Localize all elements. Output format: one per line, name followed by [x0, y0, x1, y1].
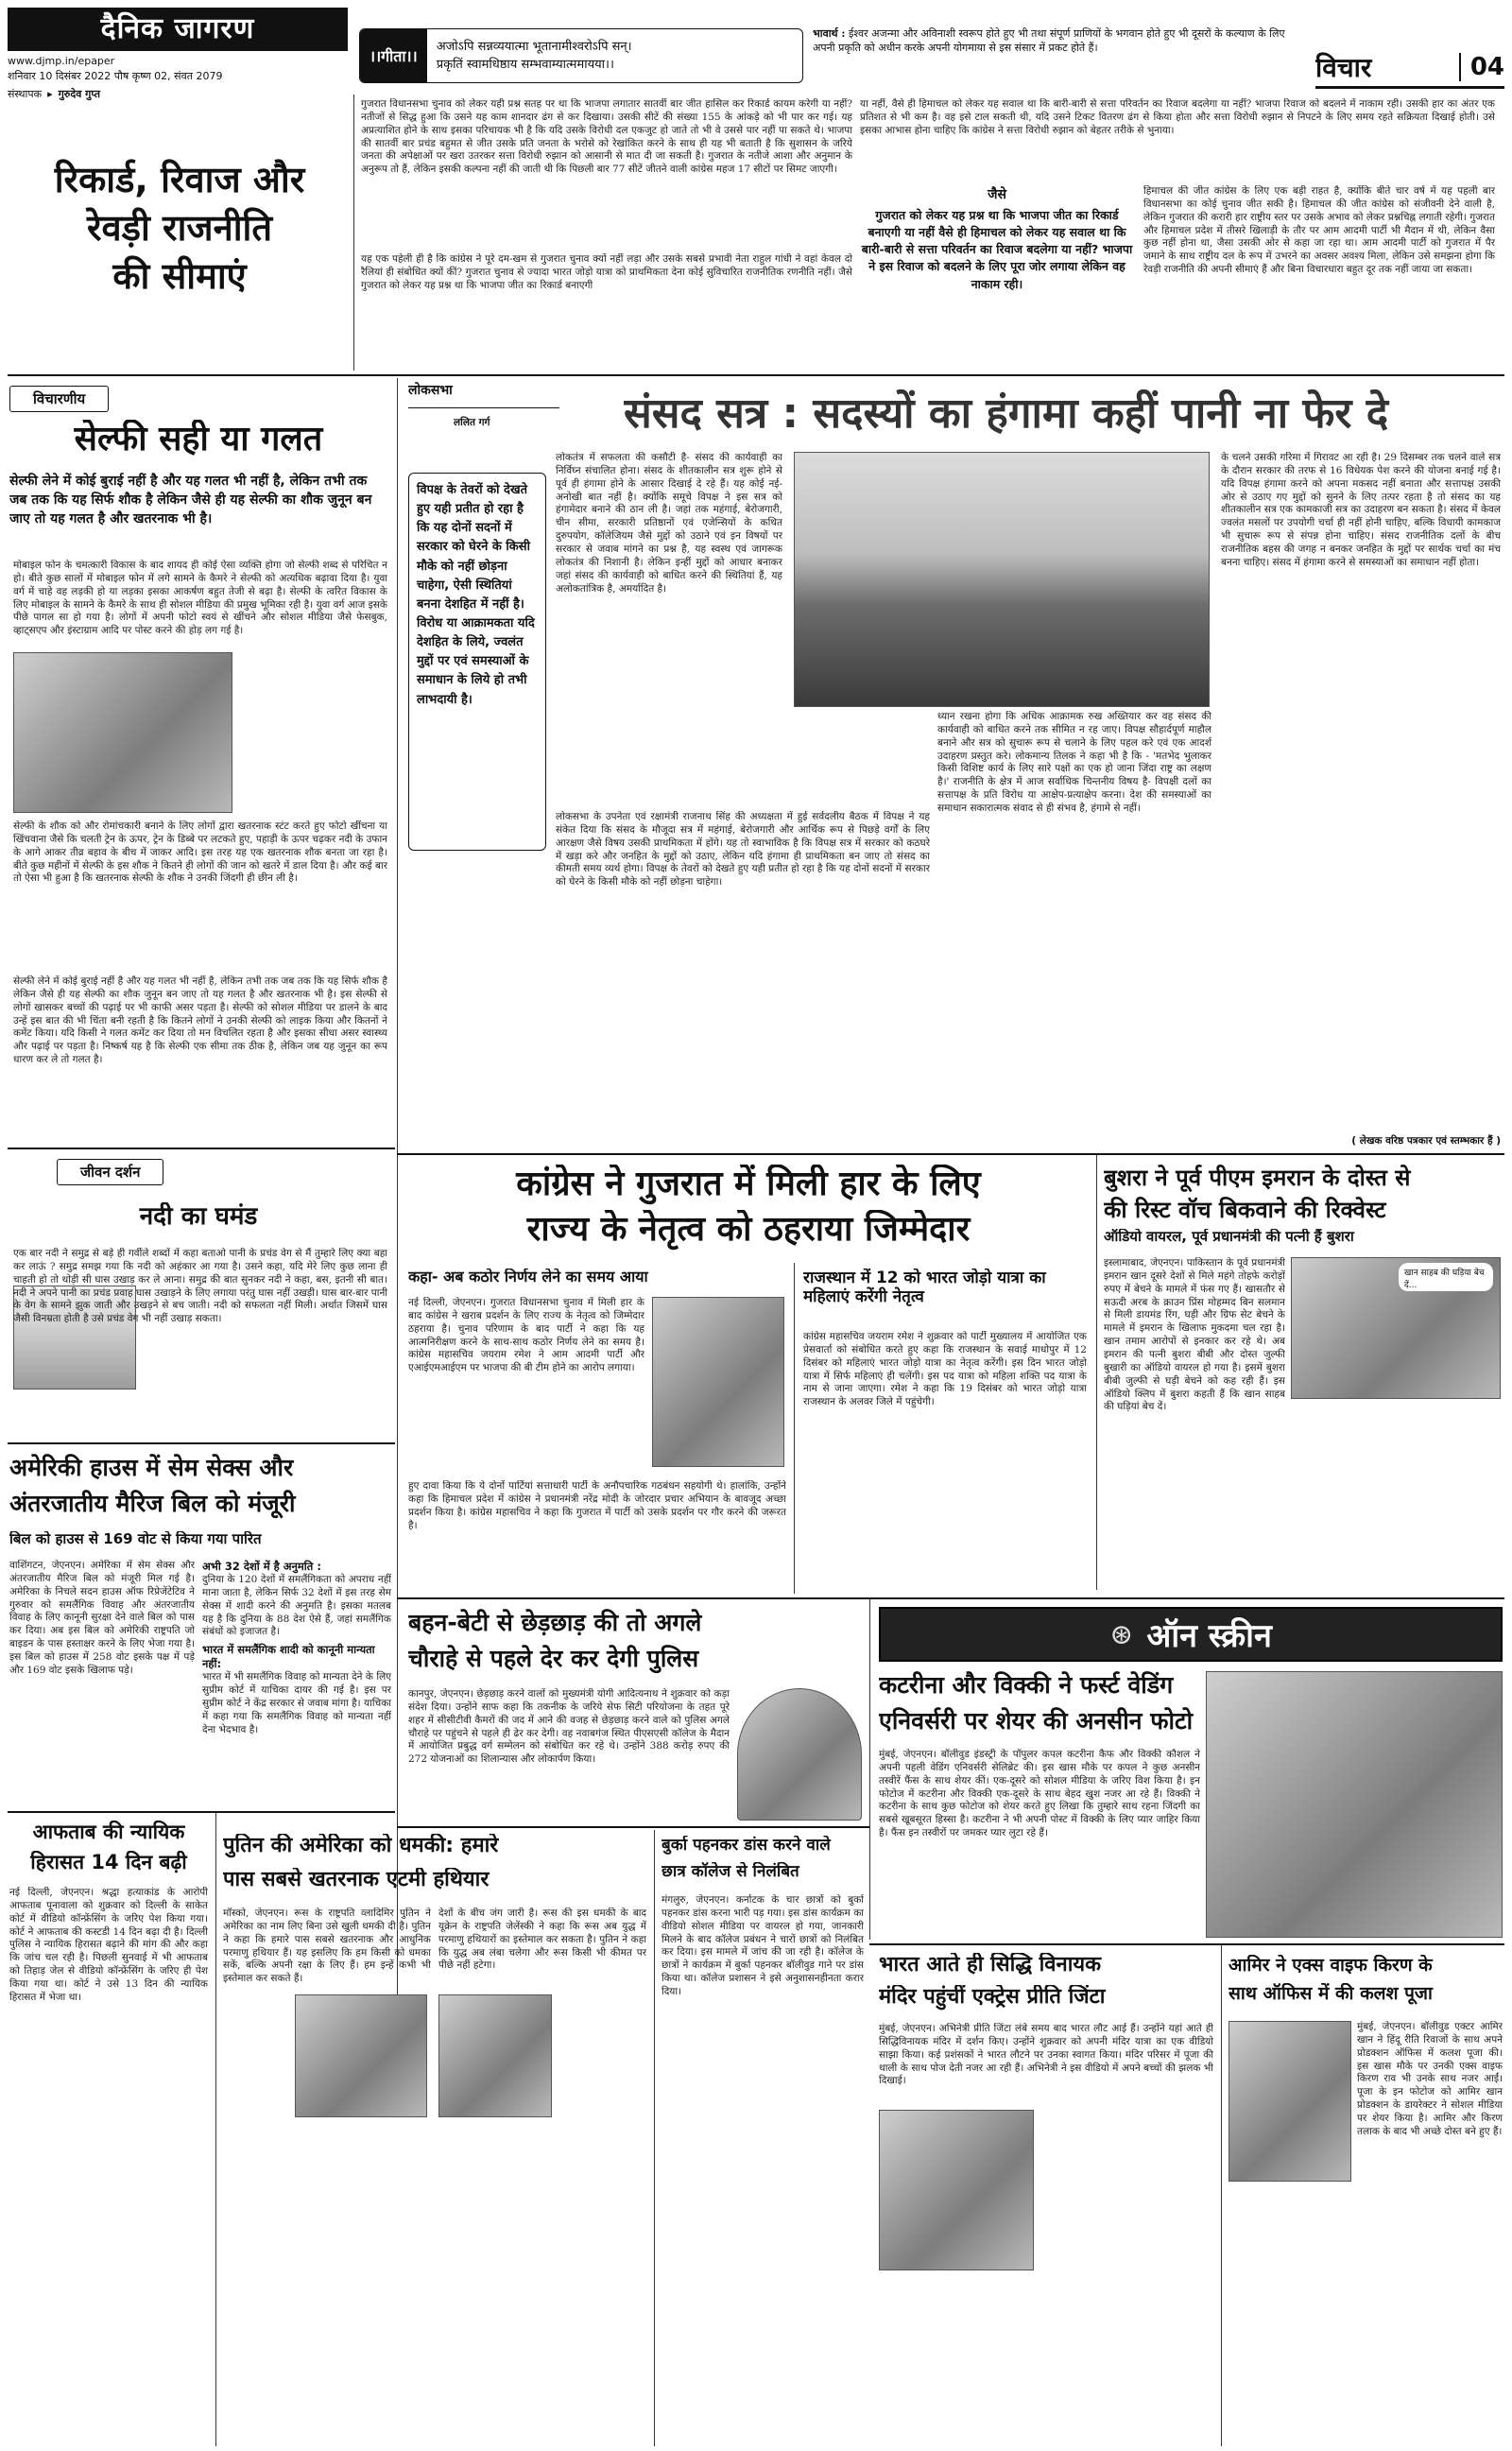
selfie-body-2: सेल्फी के शौक को और रोमांचकारी बनाने के लिए लोगों द्वारा खतरनाक स्टंट करते हुए फोटो खींचना या खिंचवाना जैसे कि चलती ट्रेन के ऊपर, ट्रेन के डिब्बे पर लटकते हुए, पहाड़ी के ऊपर चढ़कर नदी के उफान के आगे आकर तीव्र बहाव के बीच में जाकर आदि। इस तरह यह एक खतरनाक शौक बनता जा रहा है। बीते कुछ महीनों में सेल्फी के इस शौक ने कितने ही लोगों की जान को खतरे में डाल दिया है। और कई बार तो ऐसा भी हुआ है कि खतरनाक सेल्फी के शौक ने उनकी जिंदगी ही छीन ली है।	[13, 820, 387, 885]
loksabha-kicker-label: लोकसभा	[408, 383, 453, 398]
loksabha-col-1: लोकतंत्र में सफलता की कसौटी है- संसद की कार्यवाही का निर्विघ्न संचालित होना। संसद के शीतकालीन सत्र शुरू होने से पूर्व ही हंगामा होने के आसार दिखाई दे रहे हैं। यह कोई नई-अनोखी बात नहीं है। क्योंकि समूचे विपक्ष ने इस सत्र को हंगामेदार बनाने की ठान ली है। जहां तक महंगाई, बेरोजगारी, चीन सीमा, सरकारी प्रतिष्ठानों एवं एजेन्सियों के कथित दुरुपयोग, कॉलेजियम जैसे मुद्दों को उठाने एवं इन विषयों पर सरकार से जवाब मांगने का प्रश्न है, यह स्वस्थ एवं जागरूक लोकतंत्र की निशानी है। लेकिन इन्हीं मुद्दों को आधार बनाकर जहां संसद की कार्यवाही को बाधित करने की स्थितियां हैं, यह अलोकतांत्रिक है, अमर्यादित है।	[556, 452, 782, 595]
arrow-icon: ▸	[47, 88, 53, 100]
bushra-title-2: की रिस्ट वॉच बिकवाने की रिक्वेस्ट	[1104, 1197, 1386, 1223]
america-title-1: अमेरिकी हाउस में सेम सेक्स और	[9, 1454, 294, 1481]
shloka-line-1: अजोऽपि सन्नव्ययात्मा भूतानामीश्वरोऽपि सन्।	[436, 39, 632, 54]
loksabha-col-4: के चलने उसकी गरिमा में गिरावट आ रही है। 29 दिसम्बर तक चलने वाले सत्र के दौरान सरकार की तरफ से 16 विधेयक पेश करने की योजना बनाई गई है। यदि विपक्ष हंगामा करने को अपना मकसद नहीं बनाता और सत्तापक्ष उसकी ओर से उठाए गए मुद्दों को सुनने के लिए तत्पर रहता है तो संसद का यह शीतकालीन सत्र एक कामकाजी सत्र का उदाहरण बन सकता है। संसद में केवल ज्वलंत मसलों पर उपयोगी चर्चा ही नहीं होनी चाहिए, बल्कि विधायी कामकाज भी सुचारू रूप से संपन्न होना चाहिए। संसद राजनीतिक दलों के बीच राजनीतिक बहस की जगह न बनकर जनहित के मुद्दों पर सार्थक चर्चा का मंच बनना चाहिए। संसद में हंगामा करने से समस्याओं का समाधान नहीं होता।	[1221, 452, 1501, 568]
editorial-title	[9, 159, 350, 348]
editorial-body-4: हिमाचल की जीत कांग्रेस के लिए एक बड़ी राहत है, क्योंकि बीते चार वर्ष में यह पहली बार विधानसभा का कोई चुनाव जीत सकी है। हिमाचल की जीत कांग्रेस को संजीवनी देने वाली है, लेकिन गुजरात की करारी हार राष्ट्रीय स्तर पर उसके अभाव को लेकर प्रश्नचिह्न लगाती रहेगी। गुजरात और हिमाचल प्रदेश में तीसरे खिलाड़ी के तौर पर आम आदमी पार्टी भी मैदान में थी, लेकिन वैसा कुछ नहीं होना था, जैसा उसकी ओर से कहा जा रहा था। आम आदमी पार्टी को गुजरात में पैर जमाने के साथ राष्ट्रीय दल के रूप में उभरने का अवसर अवश्य मिला, लेकिन उसे समझना होगा कि रेवड़ी राजनीति की अपनी सीमाएं हैं और बिना विचारधारा बहुत दूर तक नहीं जाया जा सकता।	[1143, 185, 1495, 276]
editorial-title-line-3: की सीमाएं	[112, 254, 247, 297]
selfie-title: सेल्फी सही या गलत	[74, 420, 323, 458]
preity-title-2: मंदिर पहुंचीं एक्ट्रेस प्रीति जिंटा	[879, 1985, 1106, 2009]
rajasthan-body: कांग्रेस महासचिव जयराम रमेश ने शुक्रवार को पार्टी मुख्यालय में आयोजित एक प्रेसवार्ता को संबोधित करते हुए कहा कि राजस्थान के सवाई माधोपुर में 12 दिसंबर को महिलाएं भारत जोड़ो यात्रा का नेतृत्व करेंगी। इस दिन भारत जोड़ो यात्रा में सिर्फ महिलाएं ही चलेंगी। इस पद यात्रा को महिला शक्ति पद यात्रा के नाम से जाना जाएगा। रमेश ने कहा कि 19 दिसंबर को भारत जोड़ो यात्रा राजस्थान के अलवर जिले में पहुंचेगी।	[803, 1331, 1087, 1408]
aftab-title-2: हिरासत 14 दिन बढ़ी	[30, 1851, 187, 1873]
editorial-body-3: या नहीं, वैसे ही हिमाचल को लेकर यह सवाल था कि बारी-बारी से सत्ता परिवर्तन का रिवाज बदलेगा या नहीं? भाजपा रिवाज को बदलने में नाकाम रही। उसकी हार का अंतर एक प्रतिशत से भी कम है। वह इसे टाल सकती थी, यदि उसने टिकट वितरण ढंग से किया होता और सत्ता विरोधी रुझान से निपटने के लिए समय रहते सक्रियता दिखाई होती। उसे इसका आभास होना चाहिए कि कांग्रेस ने सत्ता विरोधी रुझान को बेहतर तरीके से भुनाया।	[860, 98, 1495, 136]
preity-photo	[879, 2110, 1034, 2270]
selfie-body-3: सेल्फी लेने में कोई बुराई नहीं है और यह गलत भी नहीं है, लेकिन तभी तक जब तक कि यह सिर्फ शौक है लेकिन जैसे ही यह सेल्फी का शौक जुनून बन जाए तो यह गलत है और खतरनाक भी है। इस सेल्फी से लोगों खासकर बच्चों की पढ़ाई पर भी काफी असर पड़ता है। सेल्फी को सोशल मीडिया पर डालने के बाद उन्हें इस बात की भी चिंता बनी रहती है कि कितने लोगों ने उनकी सेल्फी को लाइक किया और कितनों ने कमेंट किया। यदि किसी ने गलत कमेंट कर दिया तो मन विचलित रहता है और इसका सीधा असर स्वास्थ्य और पढ़ाई पर पड़ता है। निष्कर्ष यह है कि सेल्फी एक सीमा तक ठीक है, लेकिन जब यह जुनून का रूप धारण कर ले तो गलत है।	[13, 975, 387, 1066]
loksabha-author: ललित गर्ग	[454, 417, 490, 428]
selfie-deck: सेल्फी लेने में कोई बुराई नहीं है और यह गलत भी नहीं है, लेकिन तभी तक जब तक कि यह सिर्फ शौक है लेकिन जैसे ही यह सेल्फी का शौक जुनून बन जाए तो यह गलत है और खतरनाक भी है।	[9, 474, 372, 526]
masthead-box	[8, 8, 348, 149]
congress-subhead: कहा- अब कठोर निर्णय लेने का समय आया	[408, 1269, 648, 1286]
founder-name: गुरुदेव गुप्त	[58, 88, 101, 100]
putin-photo	[295, 1994, 427, 2117]
america-subtitle: बिल को हाउस से 169 वोट से किया गया पारित	[9, 1531, 262, 1547]
onscreen-title-1: कटरीना और विक्की ने फर्स्ट वेडिंग	[879, 1671, 1174, 1699]
congress-title-1: कांग्रेस ने गुजरात में मिली हार के लिए	[516, 1165, 981, 1203]
putin-title-1: पुतिन की अमेरिका को धमकी: हमारे	[223, 1834, 499, 1857]
jeevan-title: नदी का घमंड	[139, 1202, 258, 1231]
bhavarth-label: भावार्थ :	[813, 27, 846, 40]
loksabha-pullquote: विपक्ष के तेवरों को देखते हुए यही प्रतीत हो रहा है कि यह दोनों सदनों में सरकार को घेरने के किसी मौके को नहीं छोड़ना चाहेगा, ऐसी स्थितियां बनना देशहित में नहीं है। विरोध या आक्रामकता यदि देशहित के लिये, ज्वलंत मुद्दों पर एवं समस्याओं के समाधान के लिये हो तभी लाभदायी है।	[408, 473, 546, 851]
america-side-head: अभी 32 देशों में है अनुमति :	[202, 1560, 321, 1573]
onscreen-body: मुंबई, जेएनएन। बॉलीवुड इंडस्ट्री के पॉपुलर कपल कटरीना कैफ और विक्की कौशल ने अपनी पहली वेडिंग एनिवर्सरी सेलिब्रेट की। इस खास मौके पर कपल ने कुछ अनसीन तस्वीरें फैंस के साथ शेयर कीं। एक-दूसरे को सोशल मीडिया के जरिए विश किया है। इन फोटोज में कटरीना और विक्की एक-दूसरे के साथ बेहद खुश नजर आ रहे हैं। विक्की ने कटरीना के साथ कुछ फोटोज को शेयर करते हुए लिखा कि तुम्हारे साथ रहना जिंदगी का सबसे खूबसूरत हिस्सा है। कटरीना ने भी अपनी पोस्ट में विक्की के लिए प्यार जाहिर किया है। फैंस इन तस्वीरों पर जमकर प्यार लुटा रहे हैं।	[879, 1749, 1200, 1839]
parliament-photo	[794, 452, 1210, 707]
america-title-2: अंतरजातीय मैरिज बिल को मंजूरी	[9, 1490, 296, 1517]
loksabha-kicker	[408, 380, 559, 408]
film-reel-icon: ⊛	[1109, 1617, 1134, 1651]
loksabha-col-3: ध्यान रखना होगा कि अधिक आक्रामक रुख अख्तियार कर वह संसद की कार्यवाही को बाधित करने तक सीमित न रह जाए। विपक्ष सौहार्दपूर्ण माहौल बनाने और सत्र को सुचारू रूप से चलाने के लिए पहल करे एवं एक आदर्श उदाहरण प्रस्तुत करे। लोकमान्य तिलक ने कहा भी है कि - 'मतभेद भुलाकर किसी विशिष्ट कार्य के लिए सारे पक्षों का एक हो जाना जिंदा राष्ट्र का लक्षण है।' राजनीति के क्षेत्र में आज सर्वाधिक चिन्तनीय विषय है- विपक्षी दलों का सत्तापक्ष के प्रति विरोध या आक्षेप-प्रत्याक्षेप करना। देश की समस्याओं का समाधान सकारात्मक संवाद से ही संभव है, हंगामे से नहीं।	[937, 711, 1211, 815]
aamir-title-1: आमिर ने एक्स वाइफ किरण के	[1228, 1955, 1433, 1976]
founder-label: संस्थापक	[8, 88, 43, 100]
selfie-body-1: मोबाइल फोन के चमत्कारी विकास के बाद शायद ही कोई ऐसा व्यक्ति होगा जो सेल्फी शब्द से परिचित न हो। बीते कुछ सालों में मोबाइल फोन में लगे सामने के कैमरे ने सेल्फी को अत्यधिक बढ़ावा दिया है। युवा वर्ग में चाहे वह लड़की हो या लड़का इसका आकर्षण बहुत तेजी से बढ़ा है। सेल्फी के त्वरित विकास के लिए मोबाइल के सामने के कैमरे के साथ ही सोशल मीडिया की प्रमुख भूमिका रही है। युवा वर्ग आज इसके पीछे पागल सा हो गया है। लोगों में अपनी फोटो स्वयं से खींचने और सोशल मीडिया जैसे फेसबुक, व्हाट्सएप और इंस्टाग्राम आदि पर पोस्ट करने की होड़ लग गई है।	[13, 560, 387, 637]
america-side-head-2: भारत में समलैंगिक शादी को कानूनी मान्यता नहीं:	[202, 1643, 375, 1671]
epaper-url[interactable]: www.djmp.in/epaper	[8, 55, 115, 67]
biden-photo	[438, 1994, 552, 2117]
selfie-kicker	[9, 386, 198, 414]
behan-body: कानपुर, जेएनएन। छेड़छाड़ करने वालों को मुख्यमंत्री योगी आदित्यनाथ ने शुक्रवार को कड़ा संदेश दिया। उन्होंने साफ कहा कि तकनीक के जरिये सेफ सिटी परियोजना के तहत पूरे शहर में सीसीटीवी कैमरों की जद में आने की वजह से छेड़छाड़ करने वाले को पुलिस अगले चौराहे पर पहुंचने से पहले ही ढेर कर देगी। वह नवाबगंज स्थित पीएसएसी कॉलेज के मैदान में आयोजित प्रबुद्ध वर्ग सम्मेलन को संबोधित कर रहे थे। उन्होंने 388 करोड़ रुपए की 272 योजनाओं का शिलान्यास और लोकार्पण किया।	[408, 1688, 730, 1766]
selfie-body-1b	[238, 652, 387, 813]
preity-body: मुंबई, जेएनएन। अभिनेत्री प्रीति जिंटा लंबे समय बाद भारत लौट आई हैं। उन्होंने यहां आते ही सिद्धिविनायक मंदिर में दर्शन किए। उन्होंने शुक्रवार को अपनी मंदिर यात्रा का एक वीडियो साझा किया। कई प्रशंसकों ने भारत लौटने पर उनका स्वागत किया। मंदिर परिसर में पूजा की थाली के साथ पोज देती नजर आ रही हैं। अभिनेत्री ने इस वीडियो में अपने बच्चों की झलक भी दिखाई।	[879, 2023, 1213, 2087]
jairam-ramesh-photo	[652, 1297, 784, 1467]
pullquote-text: गुजरात को लेकर यह प्रश्न था कि भाजपा जीत का रिकार्ड बनाएगी या नहीं वैसे ही हिमाचल को लेकर यह सवाल था कि बारी-बारी से सत्ता परिवर्तन का रिवाज बदलेगा या नहीं? भाजपा ने इस रिवाज को बदलने के लिए पूरा जोर लगाया लेकिन वह नाकाम रही।	[861, 208, 1133, 291]
america-side	[202, 1560, 391, 1804]
selfie-kicker-label: विचारणीय	[9, 386, 109, 412]
loksabha-col-2: लोकसभा के उपनेता एवं रक्षामंत्री राजनाथ सिंह की अध्यक्षता में हुई सर्वदलीय बैठक में विपक्ष ने यह संकेत दिया कि संसद के मौजूदा सत्र में महंगाई, बेरोजगारी और आर्थिक रूप से पिछड़े वर्गों के लिए आरक्षण जैसे विषय उसकी प्राथमिकता में होंगे। यह तो स्वाभाविक है कि विपक्ष सत्र में सरकार को कठघरे में खड़ा करे और जनहित के मुद्दों को उठाए, लेकिन यदि हंगामा ही प्राथमिकता बन जाए तो संसद का कीमती समय व्यर्थ होगा। विपक्ष के तेवरों को देखते हुए यही प्रतीत हो रहा है कि यह दोनों सदनों में सरकार को घेरने के किसी मौके को नहीं छोड़ना चाहेगा।	[556, 811, 930, 889]
loksabha-title: संसद सत्र : सदस्यों का हंगामा कहीं पानी ना फेर दे	[624, 389, 1389, 438]
bushra-title-1: बुशरा ने पूर्व पीएम इमरान के दोस्त से	[1104, 1165, 1411, 1191]
jeevan-kicker	[57, 1159, 246, 1187]
page-number: 04	[1459, 53, 1504, 81]
jeevan-body: एक बार नदी ने समुद्र से बड़े ही गर्वीले शब्दों में कहा बताओ पानी के प्रचंड वेग से मैं तुम्हारे लिए क्या बहा कर लाऊं ? समुद्र समझ गया कि नदी को अहंकार आ गया है। उसने कहा, यदि मेरे लिए कुछ लाना ही चाहती हो तो थोड़ी सी घास उखाड़ कर ले आना। समुद्र की बात सुनकर नदी ने कहा, बस, इतनी सी बात। नदी ने अपने पानी का प्रचंड प्रवाह घास उखाड़ने के लिए लगाया परंतु घास नहीं उखड़ी। घास बार-बार पानी के वेग के सामने झुक जाती और उखड़ने से बच जाती। नदी को सफलता नहीं मिली। अर्थात जिसमें घास जैसी विनम्रता होती है उसे प्रचंड वेग भी नहीं उखाड़ सकता।	[13, 1248, 387, 1325]
shloka-line-2: प्रकृतिं स्वामधिष्ठाय सम्भवाम्यात्ममायया।।	[436, 58, 614, 72]
preity-title-1: भारत आते ही सिद्धि विनायक	[879, 1953, 1102, 1976]
gita-box	[359, 28, 803, 83]
america-body-1: वाशिंगटन, जेएनएन। अमेरिका में सेम सेक्स और अंतरजातीय मैरिज बिल को मंजूरी मिल गई है। अमेरिका के निचले सदन हाउस ऑफ रिप्रेजेंटेटिव ने गुरुवार को समलैंगिक विवाह और अंतरजातीय विवाह के लिए कानूनी सुरक्षा देने वाले बिल को पास कर दिया। अब इस बिल को अमेरिकी राष्ट्रपति जो बाइडन के पास हस्ताक्षर करने के लिए भेजा गया है। इस बिल को हाउस में 258 वोट इसके पक्ष में पड़े और 169 वोट इसके खिलाफ पड़े।	[9, 1560, 195, 1676]
aftab-body: नई दिल्ली, जेएनएन। श्रद्धा हत्याकांड के आरोपी आफताब पूनावाला को शुक्रवार को दिल्ली के साकेत कोर्ट में वीडियो कॉन्फ्रेंसिंग के जरिए पेश किया गया। कोर्ट ने आफताब की कस्टडी 14 दिन बढ़ा दी है। दिल्ली पुलिस ने न्यायिक हिरासत बढ़ाने की मांग की और कहा कि जांच चल रही है। पिछली सुनवाई में भी आफताब को तिहाड़ जेल से वीडियो कॉन्फ्रेंसिंग के जरिए ही पेश किया गया था। कोर्ट ने उसे 13 दिन की न्यायिक हिरासत में भेजा था।	[9, 1887, 208, 2003]
aamir-title-2: साथ ऑफिस में की कलश पूजा	[1228, 1983, 1433, 2004]
gita-label: ।।गीता।।	[360, 29, 427, 82]
aftab-title-1: आफताब की न्यायिक	[32, 1821, 185, 1843]
editorial-body-2: यह एक पहेली ही है कि कांग्रेस ने पूरे दम-खम से गुजरात चुनाव क्यों नहीं लड़ा और उसके सबसे प्रभावी नेता राहुल गांधी ने वहां केवल दो रैलियां ही संबोधित क्यों कीं? गुजरात चुनाव से ज्यादा भारत जोड़ो यात्रा को प्राथमिकता देना कोई सुविचारित राजनीतिक रणनीति नहीं। जैसे गुजरात को लेकर यह प्रश्न था कि भाजपा जीत का रिकार्ड बनाएगी	[361, 253, 852, 291]
putin-body-1: मॉस्को, जेएनएन। रूस के राष्ट्रपति व्लादिमिर पुतिन ने अमेरिका का नाम लिए बिना उसे खुली धमकी दी है। पुतिन ने कहा कि हमारे पास सबसे खतरनाक और आधुनिक परमाणु हथियार हैं। यह इसलिए कि हम किसी को धमका सकें, बल्कि अपनी रक्षा के लिए हैं। हम इन्हें कभी भी इस्तेमाल कर सकते हैं।	[223, 1907, 431, 1985]
congress-body-2: हुए दावा किया कि ये दोनों पार्टियां सत्ताधारी पार्टी के अनौपचारिक गठबंधन सहयोगी थे। हालांकि, उन्होंने कहा कि हिमाचल प्रदेश में कांग्रेस ने प्रधानमंत्री नरेंद्र मोदी के जोरदार प्रचार अभियान के बावजूद अच्छा प्रदर्शन किया है। कांग्रेस महासचिव ने कहा कि गुजरात में पार्टी को उसके प्रदर्शन पर गौर करने की जरूरत है।	[408, 1480, 786, 1531]
date-line: शनिवार 10 दिसंबर 2022 पौष कृष्ण 02, संवत 2079	[8, 70, 223, 82]
aamir-photo	[1228, 2021, 1351, 2182]
editorial-pullquote	[860, 185, 1134, 369]
behan-title-2: चौराहे से पहले देर कर देगी पुलिस	[408, 1645, 699, 1672]
rajasthan-head: राजस्थान में 12 को भारत जोड़ो यात्रा का महिलाएं करेंगी नेतृत्व	[803, 1269, 1046, 1307]
behan-title-1: बहन-बेटी से छेड़छाड़ की तो अगले	[408, 1609, 702, 1636]
section-name: विचार	[1315, 51, 1372, 83]
aamir-body: मुंबई, जेएनएन। बॉलीवुड एक्टर आमिर खान ने हिंदू रीति रिवाजों के साथ अपने प्रोडक्शन ऑफिस में कलश पूजा की। इस खास मौके पर उनकी एक्स वाइफ किरण राव भी उनके साथ नजर आईं। पूजा के इन फोटोज को आमिर खान प्रोडक्शन के डायरेक्टर ने सोशल मीडिया पर शेयर किया है। आमिर और किरण तलाक के बाद भी अच्छे दोस्त बने हुए हैं।	[1357, 2021, 1503, 2137]
bhavarth-text: ईश्वर अजन्मा और अविनाशी स्वरूप होते हुए भी तथा संपूर्ण प्राणियों के भगवान होते हुए भी दूसरों के कल्याण के लिए अपनी प्रकृति को अधीन करके अपनी योगमाया से इस संसार में प्रकट होते हैं।	[813, 27, 1285, 55]
onscreen-banner-text: ऑन स्क्रीन	[1146, 1617, 1272, 1655]
congress-body-1: नई दिल्ली, जेएनएन। गुजरात विधानसभा चुनाव में मिली हार के बाद कांग्रेस ने खराब प्रदर्शन के लिए राज्य के नेतृत्व को जिम्मेदार ठहराया है। चुनाव परिणाम के बाद पार्टी ने कहा कि यह आत्मनिरीक्षण करने के साथ-साथ कठोर निर्णय लेने का समय है। कांग्रेस महासचिव जयराम रमेश ने आम आदमी पार्टी और एआईएमआईएम पर भाजपा की बी टीम होने का आरोप लगाया।	[408, 1297, 644, 1374]
america-side-body: दुनिया के 120 देशों में समलैंगिकता को अपराध नहीं माना जाता है, लेकिन सिर्फ 32 देशों में इस तरह सेम सेक्स में शादी करने की अनुमति है। इसका मतलब यह है कि दुनिया के 88 देश ऐसे हैं, जहां समलैंगिक संबंधों को इजाजत है।	[202, 1574, 391, 1638]
editorial-title-line-1: रिकार्ड, रिवाज और	[54, 159, 305, 200]
onscreen-banner	[879, 1607, 1503, 1662]
jeevan-kicker-label: जीवन दर्शन	[57, 1159, 163, 1185]
burqa-title-2: छात्र कॉलेज से निलंबित	[662, 1862, 799, 1881]
loksabha-footer: ( लेखक वरिष्ठ पत्रकार एवं स्तम्भकार हैं )	[1351, 1135, 1501, 1147]
selfie-photo	[13, 652, 232, 813]
paper-name: दैनिक जागरण	[8, 8, 348, 51]
bushra-body: इस्लामाबाद, जेएनएन। पाकिस्तान के पूर्व प्रधानमंत्री इमरान खान दूसरे देशों से मिले महंगे तोहफे करोड़ों रुपए में बेचने के मामले में फंस गए हैं। खासतौर से सऊदी अरब के क्राउन प्रिंस मोहम्मद बिन सलमान से मिली डायमंड रिंग, घड़ी और ग्रिफ सेट बेचने के मामले में इमरान के खिलाफ मुकदमा चल रहा है। खान तमाम आरोपों से इनकार कर रहे थे। अब इमरान की पत्नी बुशरा बीबी और दोस्त जुल्फी बुखारी का ऑडियो वायरल हो गया है। इसमें बुशरा बीबी जुल्फी से घड़ी बेचने को कह रही हैं। इस ऑडियो क्लिप में बुशरा कहती हैं कि खान साहब की घड़ियां बेच दें।	[1104, 1257, 1285, 1413]
burqa-title-1: बुर्का पहनकर डांस करने वाले	[662, 1836, 831, 1855]
putin-title-2: पास सबसे खतरनाक एटमी हथियार	[223, 1868, 490, 1891]
bushra-subtitle: ऑडियो वायरल, पूर्व प्रधानमंत्री की पत्नी हैं बुशरा	[1104, 1229, 1354, 1245]
section-tag	[1315, 47, 1504, 89]
onscreen-title-2: एनिवर्सरी पर शेयर की अनसीन फोटो	[879, 1707, 1194, 1735]
congress-title-2: राज्य के नेतृत्व को ठहराया जिम्मेदार	[526, 1210, 971, 1249]
editorial-body-1: गुजरात विधानसभा चुनाव को लेकर यही प्रश्न सतह पर था कि भाजपा लगातार सातवीं बार जीत हासिल कर रिकार्ड कायम करेगी या नहीं? नतीजों से सिद्ध हुआ कि उसने यह काम शानदार ढंग से कर दिखाया। उसकी सीटें की संख्या 155 के आंकड़े को भी पार कर गई। यह अप्रत्याशित होने के साथ इसका परिचायक भी है कि यदि उसके विरोधी दल एकजुट हो जाते तो भी वे उससे पार नहीं पा सकते थे। भाजपा की सातवीं बार प्रचंड बहुमत से जीत उसके प्रति जनता के भरोसे को रेखांकित करने के साथ ही यह भी बताती है कि सुशासन के जरिये जनता की अपेक्षाओं पर खरा उतरकर सत्ता विरोधी रुझान को आसानी से मात दी जा सकती है। गुजरात के नतीजे आशा और अनुमान के अनुरूप तो हैं, लेकिन इसकी कल्पना नहीं की जाती थी कि पिछली बार 77 सीटें जीतने वाली कांग्रेस महज 17 सीटों पर सिमट जाएगी।	[361, 98, 852, 176]
putin-body-2: देशों के बीच जंग जारी है। रूस की इस धमकी के बाद यूक्रेन के राष्ट्रपति जेलेंस्की ने कहा कि रूस अब युद्ध में परमाणु हथियारों का इस्तेमाल कर सकता है। पुतिन ने कहा कि युद्ध अब लंबा चलेगा और रूस किसी भी कीमत पर पीछे नहीं हटेगा।	[438, 1907, 646, 1972]
america-side-body-2: भारत में भी समलैंगिक विवाह को मान्यता देने के लिए सुप्रीम कोर्ट में याचिका दायर की गई है। इस पर सुप्रीम कोर्ट ने केंद्र सरकार से जवाब मांगा है। याचिका में कहा गया कि समलैंगिक विवाह को मान्यता नहीं देना भेदभाव है।	[202, 1671, 391, 1735]
yogi-photo	[737, 1688, 862, 1821]
katrina-vicky-photo	[1206, 1671, 1503, 1938]
bhavarth	[813, 26, 1304, 89]
bushra-photo-caption: खान साहब की घड़िया बेच दें...	[1399, 1263, 1493, 1291]
editorial-title-line-2: रेवड़ी राजनीति	[86, 206, 273, 249]
bushra-body-cont	[1291, 1405, 1501, 1588]
burqa-body: मंगलुरु, जेएनएन। कर्नाटक के चार छात्रों को बुर्का पहनकर डांस करना भारी पड़ गया। इस डांस कार्यक्रम का वीडियो सोशल मीडिया पर वायरल हो गया, जानकारी मिलने के बाद कॉलेज प्रबंधन ने चारों छात्रों को निलंबित कर दिया। इस मामले में जांच की जा रही है। कॉलेज के छात्रों ने कार्यक्रम में बुर्का पहनकर बॉलीवुड गाने पर डांस किया था। कॉलेज प्रशासन ने इसे अनुशासनहीनता करार दिया।	[662, 1894, 864, 1998]
pullquote-lead: जैसे	[988, 187, 1006, 202]
